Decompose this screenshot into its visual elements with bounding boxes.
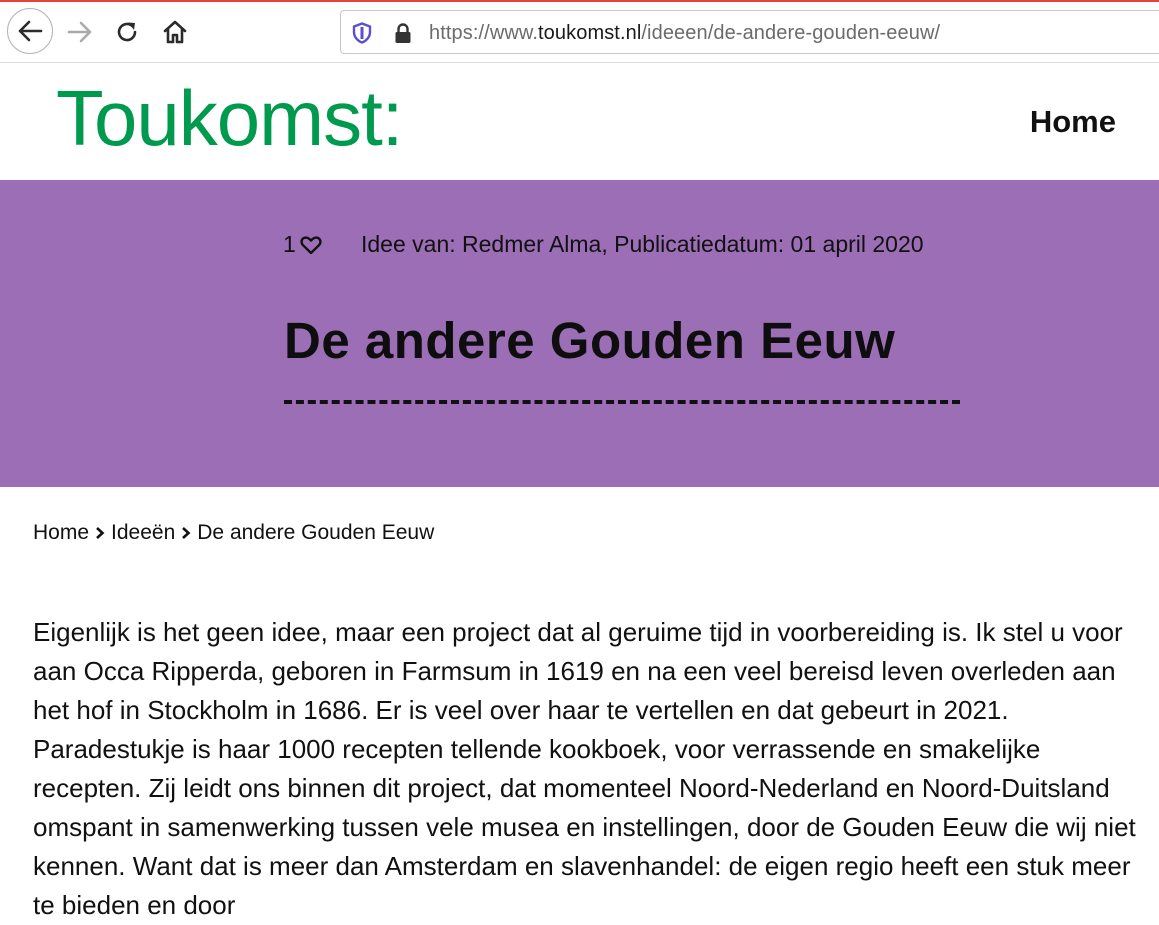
url-domain: toukomst.nl xyxy=(538,22,642,44)
nav-home-link[interactable]: Home xyxy=(1029,104,1116,139)
browser-toolbar xyxy=(0,2,1159,63)
arrow-left-icon xyxy=(17,19,43,43)
chevron-right-icon xyxy=(181,526,191,540)
house-icon xyxy=(162,19,188,45)
heart-icon[interactable] xyxy=(300,235,322,255)
like-count: 1 xyxy=(283,231,296,257)
idea-meta: Idee van: Redmer Alma, Publicatiedatum: 01 april 2020 xyxy=(361,231,924,257)
idea-hero xyxy=(0,180,1159,487)
address-bar[interactable] xyxy=(340,10,1159,54)
forward-button[interactable] xyxy=(58,10,102,54)
chevron-right-icon xyxy=(95,526,105,540)
reload-icon xyxy=(115,20,139,44)
reload-button[interactable] xyxy=(105,10,149,54)
url-path: /ideeen/de-andere-gouden-eeuw/ xyxy=(641,22,941,44)
site-logo[interactable] xyxy=(56,74,403,162)
url-text[interactable] xyxy=(429,22,940,45)
breadcrumb xyxy=(33,521,434,545)
lock-icon[interactable] xyxy=(394,23,412,50)
breadcrumb-ideas[interactable]: Ideeën xyxy=(111,521,176,544)
title-divider xyxy=(284,400,960,404)
site-header xyxy=(0,63,1159,180)
page-title: De andere Gouden Eeuw xyxy=(284,312,896,369)
url-prefix: https://www. xyxy=(429,22,539,44)
breadcrumb-home[interactable]: Home xyxy=(33,521,90,544)
arrow-right-icon xyxy=(67,20,93,44)
tracking-shield-icon[interactable] xyxy=(351,22,373,49)
browser-home-button[interactable] xyxy=(153,10,197,54)
breadcrumb-current: De andere Gouden Eeuw xyxy=(197,521,435,544)
article-body: Eigenlijk is het geen idee, maar een project dat al geruime tijd in voorbereiding is. Ik stel u voor aan Occa Ripperda, geboren in Farmsum in 1619 en na een veel bereisd leven overleden aan het hof in Stockholm in 1686. Er is veel over haar te vertellen en dat gebeurt in 2021. Paradestukje is haar 1000 recepten tellende kookboek, voor verrassende en smakelijke recepten. Zij leidt ons binnen dit project, dat momenteel Noord-Nederland en Noord-Duitsland omspant in samenwerking tussen vele musea en instellingen, door de Gouden Eeuw die wij niet kennen. Want dat is meer dan Amsterdam en slavenhandel: de eigen regio heeft een stuk meer te bieden en door xyxy=(33,617,1136,920)
back-button[interactable] xyxy=(7,8,53,54)
logo-text: Toukomst: xyxy=(56,74,403,162)
like-counter[interactable] xyxy=(283,231,322,258)
